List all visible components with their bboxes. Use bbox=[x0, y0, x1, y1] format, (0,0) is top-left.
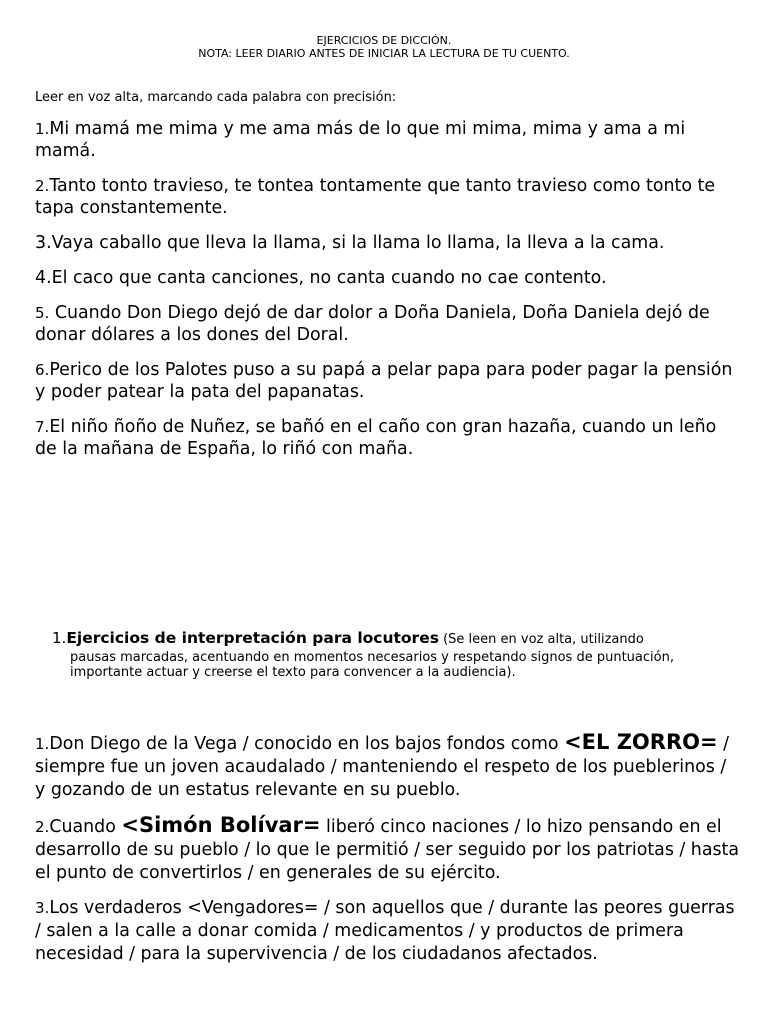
diction-exercise-3 bbox=[35, 232, 740, 254]
section-number: 1. bbox=[52, 629, 67, 647]
exercise-text-post: / siempre fue un joven acaudalado / manteniendo el respeto de los pueblerinos / y gozando de un estatus relevante en su pueblo. bbox=[35, 734, 729, 800]
diction-exercise-7 bbox=[35, 416, 740, 460]
interpretation-exercise-1 bbox=[35, 731, 740, 802]
exercise-number: 7. bbox=[35, 418, 50, 436]
section-note-continuation: pausas marcadas, acentuando en momentos necesarios y respetando signos de puntuación, importante actuar y creerse el texto para convencer a la audiencia). bbox=[70, 650, 674, 680]
interpretation-section bbox=[52, 628, 732, 680]
exercise-number: 2. bbox=[35, 177, 50, 195]
exercise-number: 3. bbox=[35, 899, 50, 917]
exercise-text: Cuando Don Diego dejó de dar dolor a Doña Daniela, Doña Daniela dejó de donar dólares a los dones del Doral. bbox=[35, 303, 710, 345]
document-title: EJERCICIOS DE DICCIÓN. bbox=[316, 34, 452, 47]
section-note-start: (Se leen en voz alta, utilizando bbox=[438, 632, 644, 647]
exercise-number: 4. bbox=[35, 268, 52, 288]
emphasis-text: <EL ZORRO= bbox=[564, 730, 718, 754]
document-header bbox=[0, 34, 768, 60]
exercise-number: 1. bbox=[35, 120, 50, 138]
exercise-text: Perico de los Palotes puso a su papá a pelar papa para poder pagar la pensión y poder patear la pata del papanatas. bbox=[35, 360, 733, 402]
intro-instruction: Leer en voz alta, marcando cada palabra con precisión: bbox=[35, 90, 397, 105]
exercise-number: 1. bbox=[35, 735, 50, 753]
exercise-number: 3. bbox=[35, 233, 52, 253]
exercise-text: El niño ñoño de Nuñez, se bañó en el caño con gran hazaña, cuando un leño de la mañana de España, lo riñó con maña. bbox=[35, 417, 717, 459]
interpretation-heading bbox=[52, 628, 732, 650]
diction-exercise-2 bbox=[35, 175, 740, 219]
section-title: Ejercicios de interpretación para locutores bbox=[66, 629, 439, 647]
interpretation-exercise-2 bbox=[35, 814, 740, 885]
exercise-text: Tanto tonto travieso, te tontea tontamente que tanto travieso como tonto te tapa constantemente. bbox=[35, 176, 716, 218]
emphasis-text: <Simón Bolívar= bbox=[121, 813, 321, 837]
exercise-text: Mi mamá me mima y me ama más de lo que mi mima, mima y ama a mi mamá. bbox=[35, 119, 686, 161]
exercise-text-pre: Los verdaderos <Vengadores= / son aquellos que / durante las peores guerras / salen a la calle a donar comida / medicamentos / y productos de primera necesidad / para la supervivencia / de los ciudadanos afectados. bbox=[35, 898, 735, 964]
diction-exercise-list bbox=[35, 118, 740, 473]
diction-exercise-6 bbox=[35, 359, 740, 403]
diction-exercise-1 bbox=[35, 118, 740, 162]
exercise-text-pre: Cuando bbox=[49, 817, 122, 837]
interpretation-exercise-list bbox=[35, 731, 740, 978]
exercise-text: Vaya caballo que lleva la llama, si la llama lo llama, la lleva a la cama. bbox=[51, 233, 665, 253]
diction-exercise-4 bbox=[35, 267, 740, 289]
exercise-number: 5. bbox=[35, 304, 50, 322]
exercise-number: 6. bbox=[35, 361, 50, 379]
diction-exercise-5 bbox=[35, 302, 740, 346]
exercise-text-post: liberó cinco naciones / lo hizo pensando en el desarrollo de su pueblo / lo que le permitió / ser seguido por los patriotas / hasta el punto de convertirlos / en generales de su ejército. bbox=[35, 817, 740, 883]
exercise-text: El caco que canta canciones, no canta cuando no cae contento. bbox=[51, 268, 607, 288]
document-note: NOTA: LEER DIARIO ANTES DE INICIAR LA LECTURA DE TU CUENTO. bbox=[198, 47, 570, 60]
interpretation-exercise-3 bbox=[35, 897, 740, 966]
exercise-text-pre: Don Diego de la Vega / conocido en los bajos fondos como bbox=[49, 734, 565, 754]
exercise-number: 2. bbox=[35, 818, 50, 836]
